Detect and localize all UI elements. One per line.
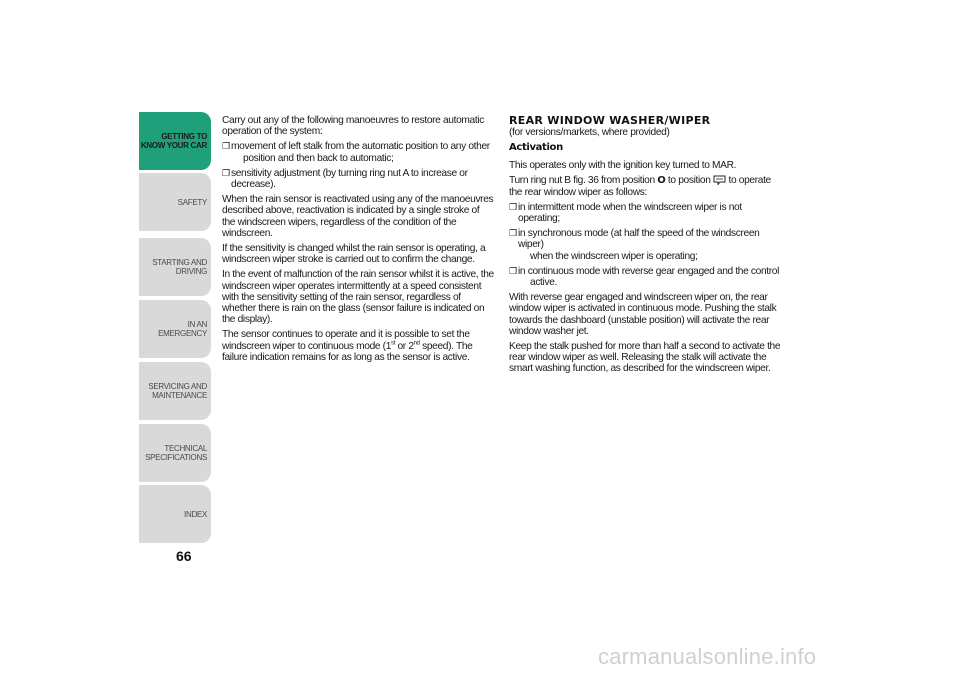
tab-technical-specifications[interactable]: TECHNICAL SPECIFICATIONS <box>139 424 211 482</box>
paragraph: In the event of malfunction of the rain sensor whilst it is active, the windscreen wiper operates intermittently at a speed consistent with the sensitivity setting of the rain sensor, regardless of whether there is rain on the glass (sensor failure is indicated on the display). <box>222 269 494 326</box>
tab-safety[interactable]: SAFETY <box>139 173 211 231</box>
tab-servicing-and-maintenance[interactable]: SERVICING AND MAINTENANCE <box>139 362 211 420</box>
watermark-text: carmanualsonline.info <box>598 644 817 669</box>
list-item: ❒in intermittent mode when the windscreen wiper is not operating; <box>509 201 742 225</box>
paragraph: The sensor continues to operate and it is possible to set the windscreen wiper to continuous mode (1st or 2nd speed). The failure indication remains for as long as the sensor is active. <box>222 329 473 363</box>
checkbox-bullet-icon: ❒ <box>509 201 517 212</box>
page-number: 66 <box>176 548 192 564</box>
subsection-heading: Activation <box>509 142 563 154</box>
paragraph: When the rain sensor is reactivated using any of the manoeuvres described above, reactivation is indicated by a single stroke of the windscreen wipers, regardless of the condition of the windscreen. <box>222 194 494 239</box>
list-item: ❒in continuous mode with reverse gear engaged and the control active. <box>509 265 780 289</box>
checkbox-bullet-icon: ❒ <box>509 228 517 239</box>
paragraph: If the sensitivity is changed whilst the rain sensor is operating, a windscreen wiper stroke is carried out to confirm the change. <box>222 243 486 266</box>
paragraph: This operates only with the ignition key turned to MAR. <box>509 160 737 172</box>
tab-getting-to-know-your-car[interactable]: GETTING TO KNOW YOUR CAR <box>139 112 211 170</box>
list-item: ❒movement of left stalk from the automatic position to any other position and then back to automatic; <box>222 141 490 164</box>
checkbox-bullet-icon: ❒ <box>222 167 230 178</box>
tab-in-an-emergency[interactable]: IN AN EMERGENCY <box>139 300 211 358</box>
right-column <box>509 115 781 379</box>
tab-index[interactable]: INDEX <box>139 485 211 543</box>
tab-starting-and-driving[interactable]: STARTING AND DRIVING <box>139 238 211 296</box>
list-item: ❒in synchronous mode (at half the speed of the windscreen wiper) when the windscreen wiper is operating; <box>509 228 760 262</box>
paragraph: Keep the stalk pushed for more than half a second to activate the rear window wiper as well. Releasing the stalk will activate the smart washing function, as described for the windscreen wiper. <box>509 341 781 375</box>
checkbox-bullet-icon: ❒ <box>509 265 517 276</box>
paragraph: Turn ring nut B fig. 36 from position O to position to operate the rear window wiper as follows: <box>509 175 771 198</box>
list-item: ❒sensitivity adjustment (by turning ring nut A to increase or decrease). <box>222 167 468 191</box>
intro-paragraph: Carry out any of the following manoeuvres to restore automatic operation of the system: <box>222 115 484 138</box>
section-heading: REAR WINDOW WASHER/WIPER <box>509 114 711 127</box>
left-column <box>222 115 494 367</box>
rear-wiper-icon <box>713 175 726 185</box>
position-o-symbol: O <box>657 175 666 187</box>
section-subtitle: (for versions/markets, where provided) <box>509 127 670 138</box>
paragraph: With reverse gear engaged and windscreen wiper on, the rear window wiper is activated in continuous mode. Pushing the stalk towards the dashboard (unstable position) will activate the rear window washer jet. <box>509 292 777 337</box>
checkbox-bullet-icon: ❒ <box>222 141 230 152</box>
